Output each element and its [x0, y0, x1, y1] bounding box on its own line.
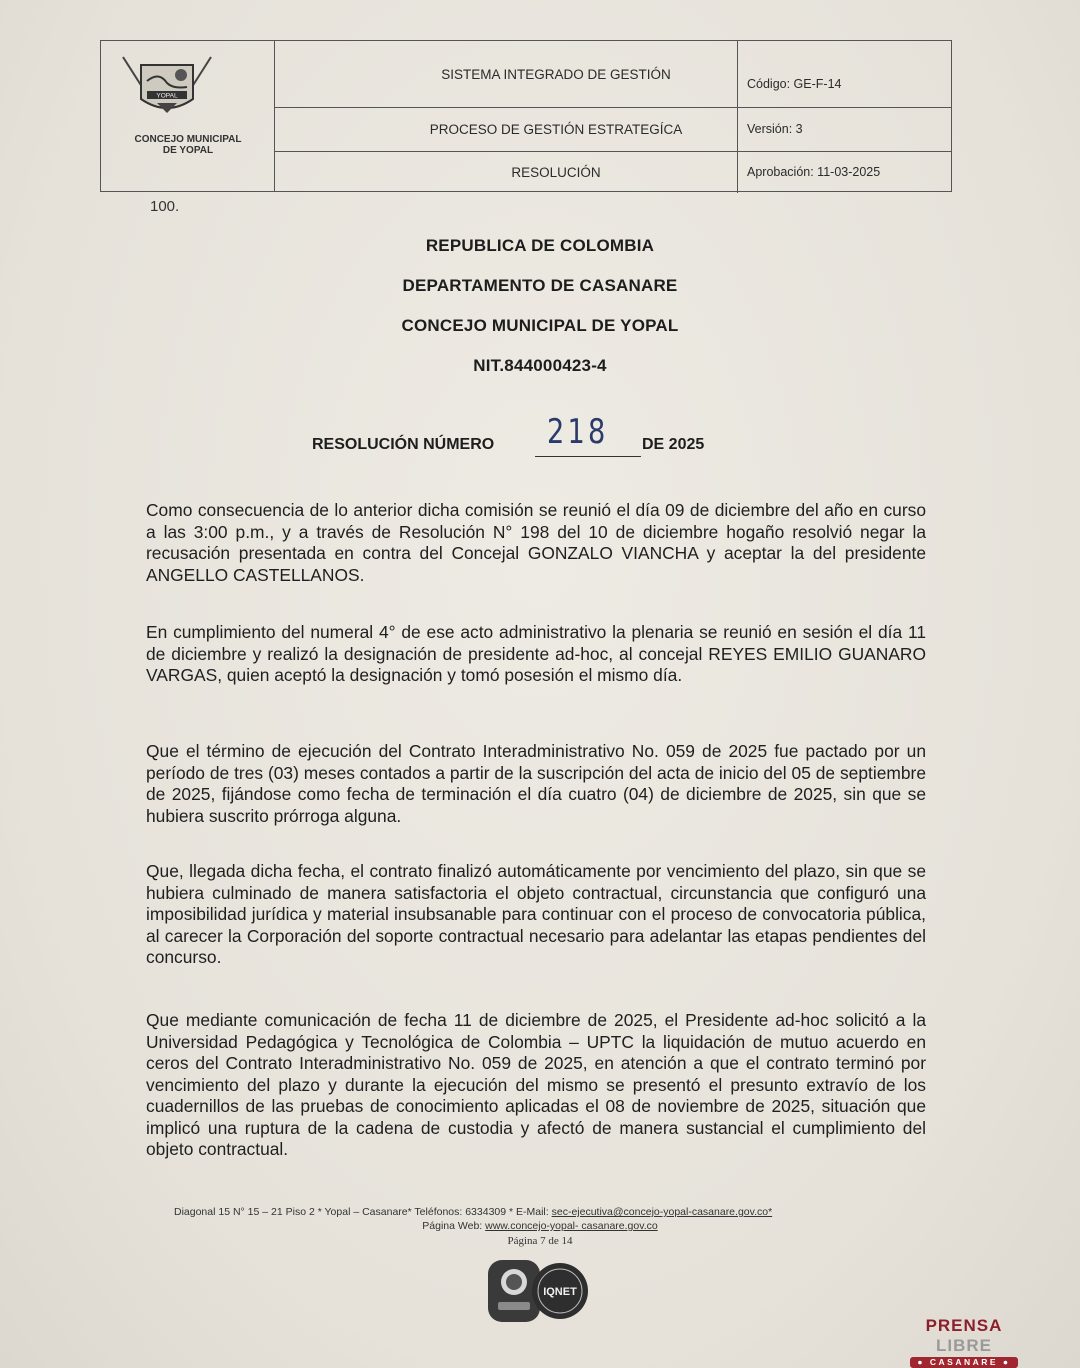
footer-web-link[interactable]: www.concejo-yopal- casanare.gov.co [485, 1220, 658, 1232]
paragraph-5: Que mediante comunicación de fecha 11 de diciembre de 2025, el Presidente ad-hoc solicitó a la Universidad Pedagógica y Tecnológica de Colombia – UPTC la liquidación de mutuo acuerdo en ceros del Contrato Interadministrativo No. 059 de 2025, en atención a que el contrato terminó por vencimiento del plazo y durante la ejecución del mismo se presentó el presunto extravío de los cuadernillos de las pruebas de conocimiento aplicadas el 08 de noviembre de 2025, situación que implicó una ruptura de la cadena de custodia y afectó de manera sustancial el cumplimiento del objeto contractual. [146, 1010, 926, 1159]
svg-text:IQNET: IQNET [543, 1286, 577, 1298]
prensa-libre-watermark [906, 1316, 1022, 1367]
document-version: Versión: 3 [747, 122, 803, 136]
paragraph-2: En cumplimiento del numeral 4° de ese acto administrativo la plenaria se reunió en sesión el día 11 de diciembre y realizó la designación de presidente ad-hoc, al concejal REYES EMILIO GUANARO VARGAS, quien aceptó la designación y tomó posesión el mismo día. [146, 622, 926, 685]
footer-email-link[interactable]: sec-ejecutiva@concejo-yopal-casanare.gov.co* [551, 1206, 773, 1218]
iqnet-seal-icon [530, 1258, 590, 1324]
paragraph-1: Como consecuencia de lo anterior dicha comisión se reunió el día 09 de diciembre del año en curso a las 3:00 p.m., y a través de Resolución N° 198 del 10 de diciembre hogaño resolvió negar la recusación presentada en contra del Concejal GONZALO VIANCHA y aceptar la del presidente ANGELLO CASTELLANOS. [146, 500, 926, 585]
document-code: Código: GE-F-14 [747, 77, 842, 91]
folio-number: 100. [150, 198, 180, 215]
paragraph-3: Que el término de ejecución del Contrato Interadministrativo No. 059 de 2025 fue pactado por un período de tres (03) meses contados a partir de la suscripción del acta de inicio del 05 de septiembre de 2025, fijándose como fecha de terminación el día cuatro (04) de diciembre de 2025, sin que se hubiera suscrito prórroga alguna. [146, 741, 926, 826]
resolution-year: DE 2025 [642, 436, 705, 453]
watermark-word-1: PRENSA [925, 1316, 1003, 1335]
footer-address [174, 1206, 914, 1218]
title-nit: NIT.844000423-4 [473, 356, 607, 375]
system-name: SISTEMA INTEGRADO DE GESTIÓN [441, 66, 671, 82]
logo-caption-1: CONCEJO MUNICIPAL [134, 134, 242, 145]
footer-address-text: Diagonal 15 N° 15 – 21 Piso 2 * Yopal – Casanare* Teléfonos: 6334309 * E-Mail: [174, 1206, 552, 1218]
title-department: DEPARTAMENTO DE CASANARE [402, 276, 678, 295]
footer-web-label: Página Web: [422, 1220, 486, 1232]
title-country: REPUBLICA DE COLOMBIA [425, 236, 655, 255]
logo-caption-2: DE YOPAL [162, 145, 214, 156]
footer-web [0, 1220, 1080, 1232]
watermark-subtitle: ● CASANARE ● [910, 1357, 1018, 1368]
process-name: PROCESO DE GESTIÓN ESTRATEGÍCA [429, 121, 683, 137]
header-table [100, 40, 952, 192]
logo-cell [101, 41, 275, 191]
resolution-heading [312, 412, 772, 460]
approval-date: Aprobación: 11-03-2025 [747, 165, 881, 179]
resolution-label: RESOLUCIÓN NÚMERO [312, 436, 495, 453]
svg-text:YOPAL: YOPAL [156, 92, 178, 100]
watermark-word-2: LIBRE [936, 1336, 992, 1355]
title-council: CONCEJO MUNICIPAL DE YOPAL [401, 316, 679, 335]
resolution-number-underline [535, 456, 641, 457]
resolution-number-handwritten: 218 [547, 412, 609, 452]
page-number: Página 7 de 14 [507, 1235, 573, 1247]
watermark-title [906, 1316, 1022, 1356]
document-type: RESOLUCIÓN [511, 164, 601, 180]
paragraph-4: Que, llegada dicha fecha, el contrato finalizó automáticamente por vencimiento del plazo, sin que se hubiera culminado de manera satisfactoria el objeto contractual, circunstancia que configuró una imposibilidad jurídica y material insubsanable para continuar con el proceso de convocatoria pública, al carecer la Corporación del soporte contractual necesario para adelantar las etapas pendientes del concurso. [146, 861, 926, 967]
coat-of-arms-logo [101, 43, 275, 143]
